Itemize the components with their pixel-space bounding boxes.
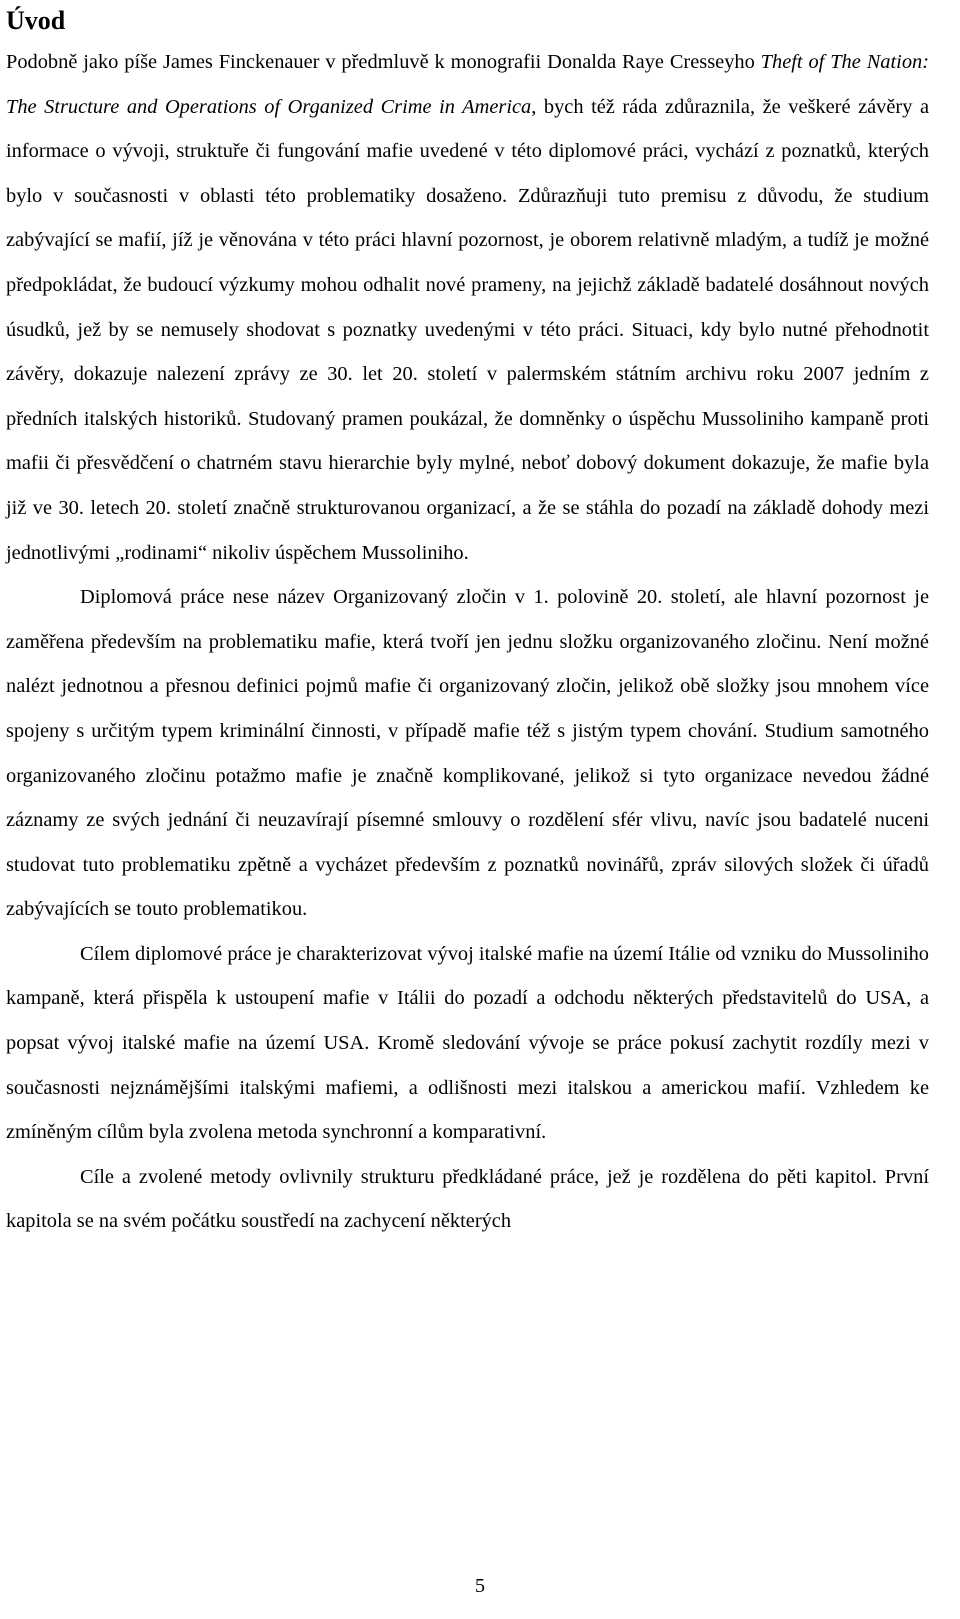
paragraph-2 bbox=[6, 575, 929, 932]
paragraph-1-text-a: Podobně jako píše James Finckenauer v předmluvě k monografii Donalda Raye Cresseyho bbox=[6, 51, 761, 73]
paragraph-3 bbox=[6, 932, 929, 1155]
paragraph-3-text: Cílem diplomové práce je charakterizovat vývoj italské mafie na území Itálie od vzniku do Mussoliniho kampaně, která přispěla k ustoupení mafie v Itálii do pozadí a odchodu některých představitelů do USA, a popsat vývoj italské mafie na území USA. Kromě sledování vývoje se práce pokusí zachytit rozdíly mezi v současnosti nejznámějšími italskými mafiemi, a odlišnosti mezi italskou a americkou mafií. Vzhledem ke zmíněným cílům byla zvolena metoda synchronní a komparativní. bbox=[6, 942, 929, 1144]
paragraph-1-text-b: , bych též ráda zdůraznila, že veškeré závěry a informace o vývoji, struktuře či fungování mafie uvedené v této diplomové práci, vychází z poznatků, kterých bylo v současnosti v oblasti této problematiky dosaženo. Zdůrazňuji tuto premisu z důvodu, že studium zabývající se mafií, jíž je věnována v této práci hlavní pozornost, je oborem relativně mladým, a tudíž je možné předpokládat, že budoucí výzkumy mohou odhalit nové prameny, na jejichž základě badatelé dosáhnout nových úsudků, jež by se nemusely shodovat s poznatky uvedenými v této práci. Situaci, kdy bylo nutné přehodnotit závěry, dokazuje nalezení zprávy ze 30. let 20. století v palermském státním archivu roku 2007 jedním z předních italských historiků. Studovaný pramen poukázal, že domněnky o úspěchu Mussoliniho kampaně proti mafii či přesvědčení o chatrném stavu hierarchie byly mylné, neboť dobový dokument dokazuje, že mafie byla již ve 30. letech 20. století značně strukturovanou organizací, a že se stáhla do pozadí na základě dohody mezi jednotlivými „rodinami“ nikoliv úspěchem Mussoliniho. bbox=[6, 95, 929, 564]
section-heading: Úvod bbox=[6, 6, 66, 35]
body-text bbox=[6, 40, 929, 1244]
paragraph-4-text: Cíle a zvolené metody ovlivnily strukturu předkládané práce, jež je rozdělena do pěti kapitol. První kapitola se na svém počátku soustředí na zachycení některých bbox=[6, 1165, 929, 1233]
book-title: Theft of The Nation: The Structure and Operations of Organized Crime in America bbox=[6, 51, 929, 118]
page-number: 5 bbox=[474, 1575, 486, 1597]
paragraph-1 bbox=[6, 40, 929, 575]
paragraph-2-text: Diplomová práce nese název Organizovaný zločin v 1. polovině 20. století, ale hlavní pozornost je zaměřena především na problematiku mafie, která tvoří jen jednu složku organizovaného zločinu. Není možné nalézt jednotnou a přesnou definici pojmů mafie či organizovaný zločin, jelikož obě složky jsou mnohem více spojeny s určitým typem kriminální činnosti, v případě mafie též s jistým typem chování. Studium samotného organizovaného zločinu potažmo mafie je značně komplikované, jelikož si tyto organizace nevedou žádné záznamy ze svých jednání či neuzavírají písemné smlouvy o rozdělení sfér vlivu, navíc jsou badatelé nuceni studovat tuto problematiku zpětně a vycházet především z poznatků novinářů, zpráv silových složek či úřadů zabývajících se touto problematikou. bbox=[6, 586, 929, 921]
paragraph-4 bbox=[6, 1155, 929, 1244]
